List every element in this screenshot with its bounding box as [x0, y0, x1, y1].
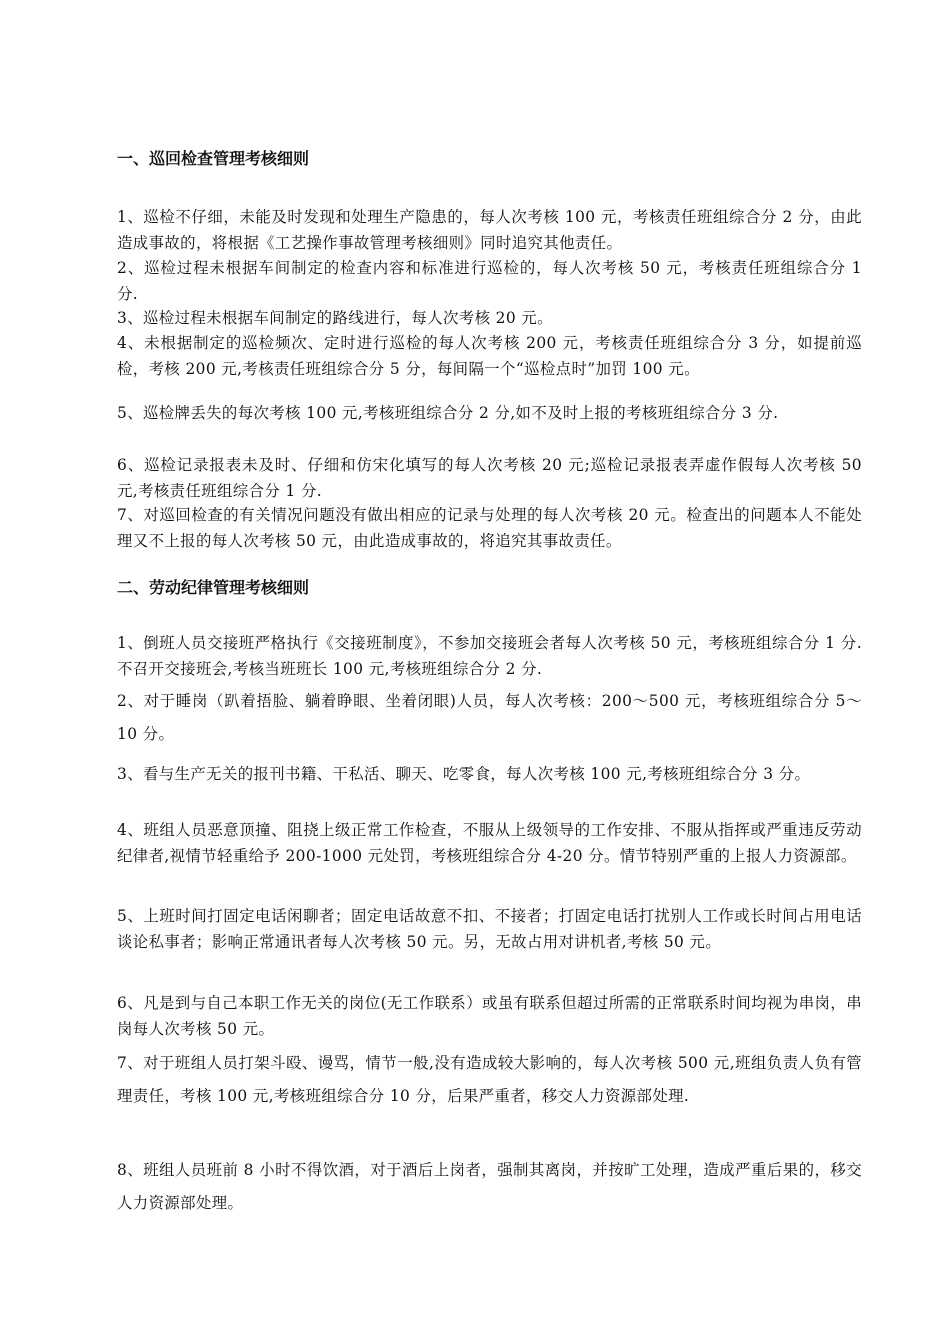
discipline-item-2: 2、对于睡岗（趴着捂脸、躺着睁眼、坐着闭眼)人员，每人次考核：200～500 元，考核班组综合分 5～10 分。 — [117, 692, 862, 743]
discipline-item-7: 7、对于班组人员打架斗殴、谩骂，情节一般,没有造成较大影响的，每人次考核 500 元,班组负责人负有管理责任，考核 100 元,考核班组综合分 10 分，后果严重者，移交人力资源部处理. — [117, 1054, 862, 1105]
discipline-item-8: 8、班组人员班前 8 小时不得饮酒，对于酒后上岗者，强制其离岗，并按旷工处理，造成严重后果的，移交人力资源部处理。 — [117, 1161, 862, 1212]
discipline-item-3: 3、看与生产无关的报刊书籍、干私活、聊天、吃零食，每人次考核 100 元,考核班组综合分 3 分。 — [117, 765, 811, 783]
discipline-item-4: 4、班组人员恶意顶撞、阻挠上级正常工作检查，不服从上级领导的工作安排、不服从指挥或严重违反劳动纪律者,视情节轻重给予 200-1000 元处罚，考核班组综合分 4-20 分。情节特别严重的上报人力资源部。 — [117, 821, 862, 865]
patrol-item-3: 3、巡检过程未根据车间制定的路线进行，每人次考核 20 元。 — [117, 309, 553, 327]
patrol-item-6: 6、巡检记录报表未及时、仔细和仿宋化填写的每人次考核 20 元;巡检记录报表弄虚作假每人次考核 50 元,考核责任班组综合分 1 分. — [117, 456, 862, 500]
discipline-item-6: 6、凡是到与自己本职工作无关的岗位(无工作联系）或虽有联系但超过所需的正常联系时间均视为串岗，串岗每人次考核 50 元。 — [117, 994, 862, 1038]
patrol-item-4: 4、未根据制定的巡检频次、定时进行巡检的每人次考核 200 元，考核责任班组综合分 3 分，如提前巡检，考核 200 元,考核责任班组综合分 5 分，每间隔一个“巡检点时”加罚 100 元。 — [117, 334, 862, 378]
discipline-item-1: 1、倒班人员交接班严格执行《交接班制度》，不参加交接班会者每人次考核 50 元，考核班组综合分 1 分.不召开交接班会,考核当班班长 100 元,考核班组综合分 2 分. — [117, 634, 862, 678]
section-heading-labor-discipline: 二、劳动纪律管理考核细则 — [117, 578, 310, 597]
patrol-item-2: 2、巡检过程未根据车间制定的检查内容和标准进行巡检的，每人次考核 50 元，考核责任班组综合分 1 分. — [117, 259, 862, 303]
patrol-item-1: 1、巡检不仔细，未能及时发现和处理生产隐患的，每人次考核 100 元，考核责任班组综合分 2 分，由此造成事故的，将根据《工艺操作事故管理考核细则》同时追究其他责任。 — [117, 208, 862, 252]
patrol-item-5: 5、巡检牌丢失的每次考核 100 元,考核班组综合分 2 分,如不及时上报的考核班组综合分 3 分. — [117, 404, 779, 422]
discipline-item-5: 5、上班时间打固定电话闲聊者；固定电话故意不扣、不接者；打固定电话打扰别人工作或长时间占用电话谈论私事者；影响正常通讯者每人次考核 50 元。另，无故占用对讲机者,考核 50 元。 — [117, 907, 862, 951]
patrol-item-7: 7、对巡回检查的有关情况问题没有做出相应的记录与处理的每人次考核 20 元。检查出的问题本人不能处理又不上报的每人次考核 50 元，由此造成事故的，将追究其事故责任。 — [117, 506, 862, 550]
section-heading-patrol-inspection: 一、巡回检查管理考核细则 — [117, 149, 310, 168]
